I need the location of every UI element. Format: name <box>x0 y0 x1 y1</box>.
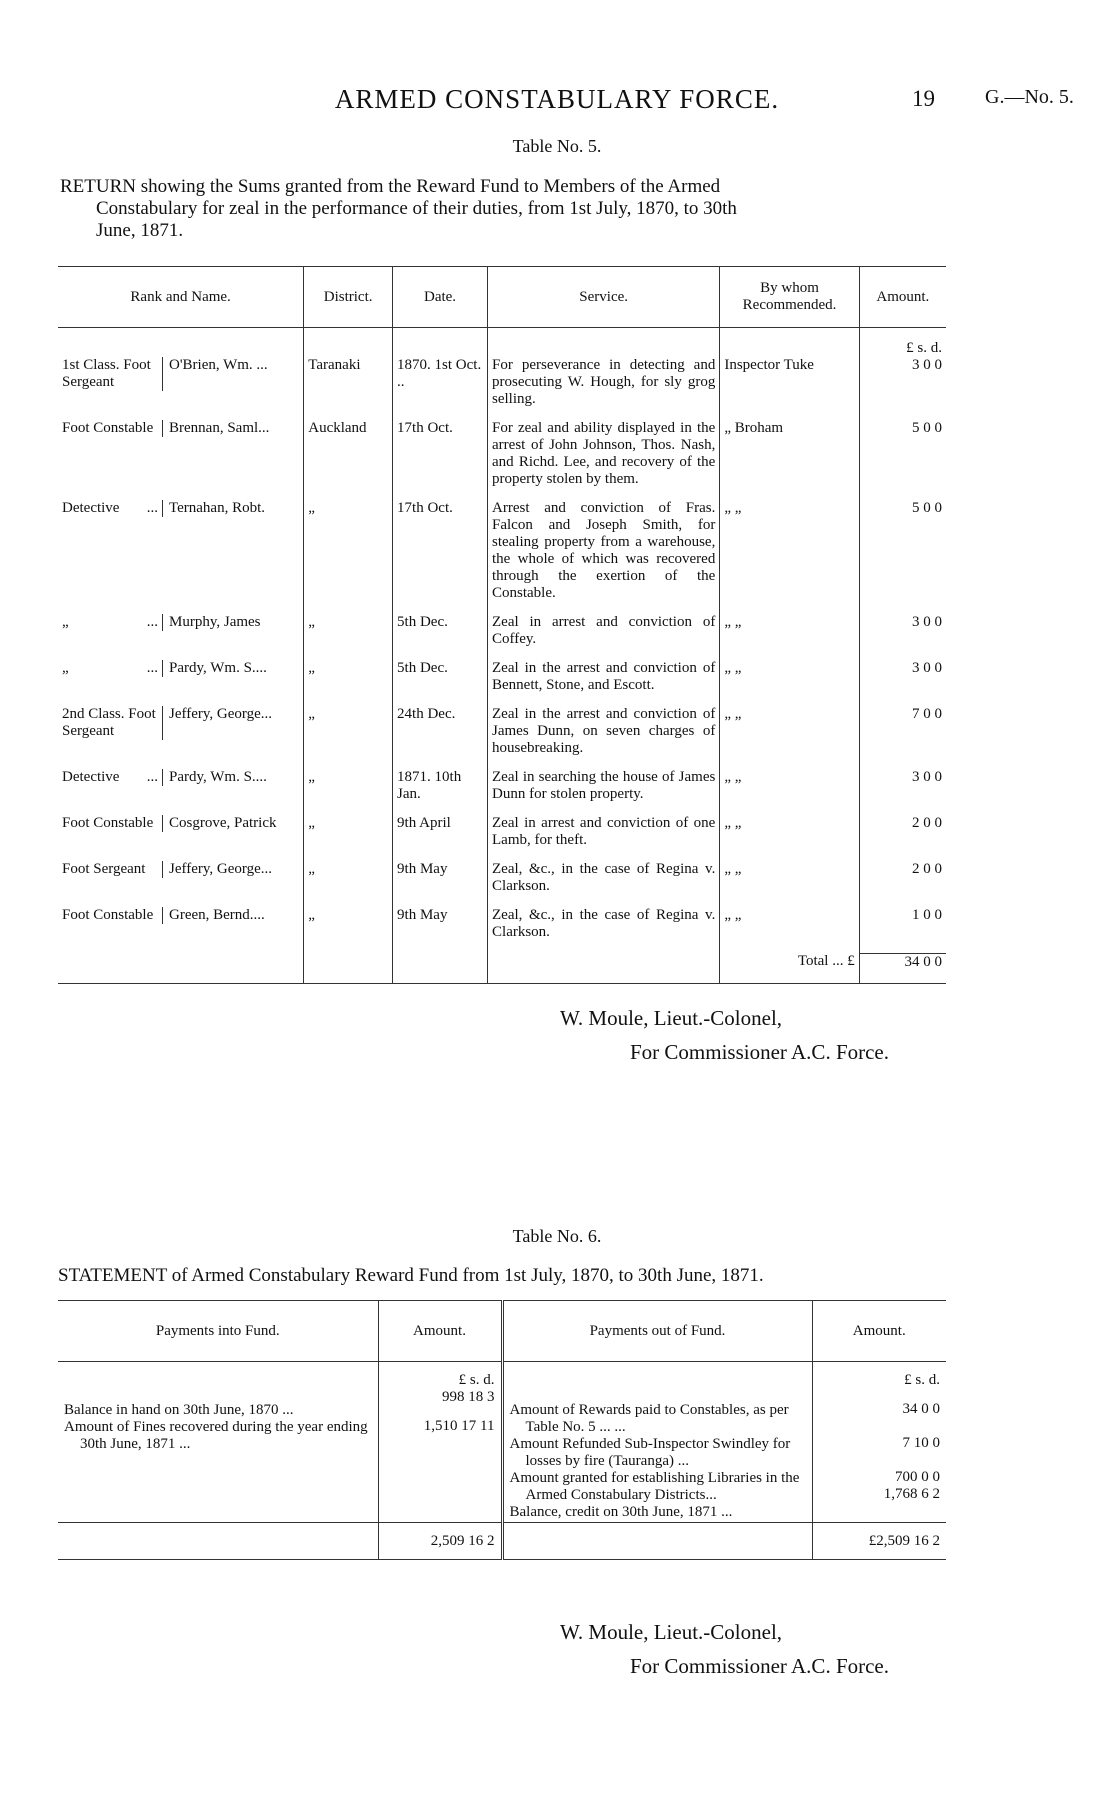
rank-text: Detective <box>62 500 120 516</box>
recommended-cell: „ „ <box>720 769 859 815</box>
date-cell: 9th May <box>393 907 488 953</box>
currency-header-out: £ s. d. <box>904 1372 940 1388</box>
table-row <box>58 907 946 953</box>
service-cell: Zeal in the arrest and conviction of Bennett, Stone, and Escott. <box>488 660 720 706</box>
table5-intro-line3: June, 1871. <box>96 220 184 241</box>
table6-intro: STATEMENT of Armed Constabulary Reward Fund from 1st July, 1870, to 30th June, 1871. <box>58 1265 764 1286</box>
district-cell: „ <box>304 815 393 861</box>
table-row <box>58 815 946 861</box>
service-cell: For perseverance in detecting and prosecuting W. Hough, for sly grog selling. <box>488 357 720 420</box>
recommended-cell: „ „ <box>720 660 859 706</box>
fund-out-amount-4: 1,768 6 2 <box>883 1486 940 1502</box>
date-cell: 17th Oct. <box>393 500 488 614</box>
fund-out-label-2: Amount Refunded Sub-Inspector Swindley for losses by fire (Tauranga) ... <box>509 1436 791 1469</box>
member-name: Pardy, Wm. S.... <box>169 769 267 785</box>
table-row <box>58 420 946 500</box>
recommended-cell: „ „ <box>720 614 859 660</box>
fund-out-label-1: Amount of Rewards paid to Constables, as per Table No. 5 ... ... <box>509 1402 789 1435</box>
date-cell: 1870. 1st Oct. .. <box>393 357 488 420</box>
rank-text: 2nd Class. Foot Sergeant <box>62 706 156 739</box>
table-row <box>58 861 946 907</box>
rank-dots: ... <box>146 660 158 676</box>
recommended-cell: „ „ <box>720 500 859 614</box>
member-name: Jeffery, George... <box>169 706 273 722</box>
fund-in-label-2: Amount of Fines recovered during the year ending 30th June, 1871 ... <box>64 1419 368 1452</box>
page-number: 19 <box>912 86 935 111</box>
table5-signature-title: For Commissioner A.C. Force. <box>630 1040 890 1064</box>
table-header-row <box>58 1301 946 1362</box>
recommended-cell: „ „ <box>720 907 859 953</box>
date-cell: 17th Oct. <box>393 420 488 500</box>
amount-cell: 2 0 0 <box>859 861 946 907</box>
service-cell: Zeal in arrest and conviction of Coffey. <box>488 614 720 660</box>
table5-signature-name: W. Moule, Lieut.-Colonel, <box>560 1006 783 1030</box>
table5-intro-line2: Constabulary for zeal in the performance of their duties, from 1st July, 1870, to 30th <box>96 198 737 219</box>
recommended-cell: „ Broham <box>720 420 859 500</box>
date-cell: 1871. 10th Jan. <box>393 769 488 815</box>
recommended-cell: „ „ <box>720 815 859 861</box>
rank-dots: ... <box>146 614 158 630</box>
total-row <box>58 953 946 984</box>
service-cell: Zeal in the arrest and conviction of James Dunn, on seven charges of housebreaking. <box>488 706 720 769</box>
rank-name-cell <box>58 907 304 953</box>
date-cell: 5th Dec. <box>393 614 488 660</box>
district-cell: „ <box>304 769 393 815</box>
table-row <box>58 769 946 815</box>
rank-dots: ... <box>146 769 158 785</box>
rank-text: 1st Class. Foot Sergeant <box>62 357 151 390</box>
rank-name-cell <box>58 706 304 769</box>
table5-caption: Table No. 5. <box>512 136 602 156</box>
totals-row <box>58 1523 946 1560</box>
district-cell: „ <box>304 907 393 953</box>
currency-row <box>58 328 946 358</box>
service-cell: Zeal, &c., in the case of Regina v. Clarkson. <box>488 861 720 907</box>
col-header-amount-out: Amount. <box>812 1301 946 1362</box>
rank-text: Detective <box>62 769 120 785</box>
rank-dots: ... <box>146 500 158 516</box>
col-header-payments-in: Payments into Fund. <box>58 1301 378 1362</box>
rank-name-cell <box>58 500 304 614</box>
district-cell: Auckland <box>304 420 393 500</box>
currency-header: £ s. d. <box>859 328 946 358</box>
amount-cell: 7 0 0 <box>859 706 946 769</box>
rank-text: „ <box>62 660 69 676</box>
col-header-amount: Amount. <box>859 267 946 328</box>
date-cell: 5th Dec. <box>393 660 488 706</box>
total-label: Total ... £ <box>720 953 859 984</box>
fund-out-label-4: Balance, credit on 30th June, 1871 ... <box>509 1504 733 1520</box>
service-cell: Arrest and conviction of Fras. Falcon and Joseph Smith, for stealing property from a warehouse, the whole of which was recovered through the exertion of the Constable. <box>488 500 720 614</box>
table-row <box>58 706 946 769</box>
member-name: Jeffery, George... <box>169 861 273 877</box>
member-name: Murphy, James <box>169 614 261 630</box>
col-header-payments-out: Payments out of Fund. <box>502 1301 812 1362</box>
district-cell: „ <box>304 706 393 769</box>
table6-signature-title: For Commissioner A.C. Force. <box>630 1654 890 1678</box>
table-row <box>58 614 946 660</box>
rank-name-cell <box>58 614 304 660</box>
table-row <box>58 660 946 706</box>
rank-name-cell <box>58 861 304 907</box>
rank-text: Foot Constable <box>62 815 154 831</box>
currency-header-in: £ s. d. <box>458 1372 495 1388</box>
rank-text: „ <box>62 614 69 630</box>
fund-in-amount-1: 998 18 3 <box>442 1389 495 1405</box>
total-out: £2,509 16 2 <box>812 1523 946 1560</box>
total-amount: 34 0 0 <box>859 953 946 984</box>
col-header-date: Date. <box>393 267 488 328</box>
table6-signature-name: W. Moule, Lieut.-Colonel, <box>560 1620 783 1644</box>
table-row <box>58 500 946 614</box>
total-in: 2,509 16 2 <box>378 1523 502 1560</box>
table-row <box>58 357 946 420</box>
member-name: Pardy, Wm. S.... <box>169 660 267 676</box>
rank-text: Foot Constable <box>62 907 154 923</box>
rank-name-cell <box>58 660 304 706</box>
member-name: O'Brien, Wm. ... <box>169 357 268 373</box>
table6-caption: Table No. 6. <box>512 1226 602 1246</box>
member-name: Brennan, Saml... <box>169 420 270 436</box>
page-title: ARMED CONSTABULARY FORCE. <box>334 84 780 114</box>
table5-intro <box>60 176 960 242</box>
amount-cell: 5 0 0 <box>859 420 946 500</box>
amount-cell: 3 0 0 <box>859 769 946 815</box>
reward-fund-statement-table <box>58 1300 946 1560</box>
district-cell: Taranaki <box>304 357 393 420</box>
table-row <box>58 1362 946 1523</box>
col-header-recommended: By whom Recommended. <box>720 267 859 328</box>
fund-out-amount-1: 34 0 0 <box>902 1401 940 1417</box>
col-header-amount-in: Amount. <box>378 1301 502 1362</box>
rewards-table <box>58 266 946 984</box>
date-cell: 24th Dec. <box>393 706 488 769</box>
amount-cell: 3 0 0 <box>859 357 946 420</box>
service-cell: Zeal in searching the house of James Dunn for stolen property. <box>488 769 720 815</box>
member-name: Ternahan, Robt. <box>169 500 266 516</box>
amount-cell: 2 0 0 <box>859 815 946 861</box>
service-cell: For zeal and ability displayed in the arrest of John Johnson, Thos. Nash, and Richd. Lee, and recovery of the property stolen by them. <box>488 420 720 500</box>
fund-in-label-1: Balance in hand on 30th June, 1870 ... <box>64 1402 294 1418</box>
rank-text: Foot Sergeant <box>62 861 146 877</box>
amount-cell: 5 0 0 <box>859 500 946 614</box>
date-cell: 9th May <box>393 861 488 907</box>
fund-out-amount-3: 700 0 0 <box>895 1469 940 1485</box>
fund-in-amount-2: 1,510 17 11 <box>423 1418 495 1434</box>
rank-name-cell <box>58 815 304 861</box>
rank-text: Foot Constable <box>62 420 154 436</box>
recommended-cell: Inspector Tuke <box>720 357 859 420</box>
col-header-rank-name: Rank and Name. <box>58 267 304 328</box>
amount-cell: 1 0 0 <box>859 907 946 953</box>
member-name: Cosgrove, Patrick <box>169 815 277 831</box>
fund-out-label-3: Amount granted for establishing Libraries in the Armed Constabulary Districts... <box>509 1470 800 1503</box>
district-cell: „ <box>304 660 393 706</box>
recommended-cell: „ „ <box>720 706 859 769</box>
service-cell: Zeal, &c., in the case of Regina v. Clarkson. <box>488 907 720 953</box>
col-header-service: Service. <box>488 267 720 328</box>
rank-name-cell <box>58 769 304 815</box>
member-name: Green, Bernd.... <box>169 907 265 923</box>
district-cell: „ <box>304 614 393 660</box>
district-cell: „ <box>304 861 393 907</box>
col-header-district: District. <box>304 267 393 328</box>
district-cell: „ <box>304 500 393 614</box>
fund-out-amount-2: 7 10 0 <box>902 1435 940 1451</box>
date-cell: 9th April <box>393 815 488 861</box>
recommended-cell: „ „ <box>720 861 859 907</box>
amount-cell: 3 0 0 <box>859 614 946 660</box>
service-cell: Zeal in arrest and conviction of one Lamb, for theft. <box>488 815 720 861</box>
rank-name-cell <box>58 420 304 500</box>
document-reference: G.—No. 5. <box>985 86 1074 108</box>
amount-cell: 3 0 0 <box>859 660 946 706</box>
rank-name-cell <box>58 357 304 420</box>
table5-intro-line1: RETURN showing the Sums granted from the Reward Fund to Members of the Armed <box>60 176 721 197</box>
table-header-row <box>58 267 946 328</box>
